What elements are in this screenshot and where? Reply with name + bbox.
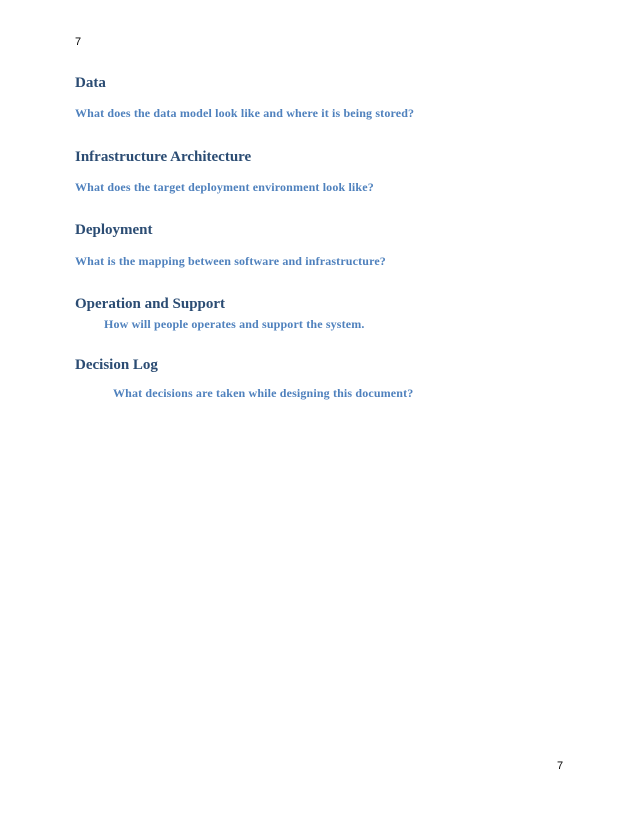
header-page-number: 7 <box>75 36 82 48</box>
section-heading-data: Data <box>75 75 106 91</box>
section-heading-deployment: Deployment <box>75 222 153 238</box>
section-question-infrastructure-architecture: What does the target deployment environment look like? <box>75 180 374 194</box>
section-question-operation-and-support: How will people operates and support the system. <box>104 317 365 331</box>
section-question-deployment: What is the mapping between software and infrastructure? <box>75 254 386 268</box>
footer-page-number: 7 <box>557 760 564 772</box>
section-question-data: What does the data model look like and where it is being stored? <box>75 106 415 120</box>
section-heading-operation-and-support: Operation and Support <box>75 296 226 312</box>
section-question-decision-log: What decisions are taken while designing this document? <box>113 386 414 400</box>
section-heading-infrastructure-architecture: Infrastructure Architecture <box>75 149 252 165</box>
section-heading-decision-log: Decision Log <box>75 357 158 373</box>
